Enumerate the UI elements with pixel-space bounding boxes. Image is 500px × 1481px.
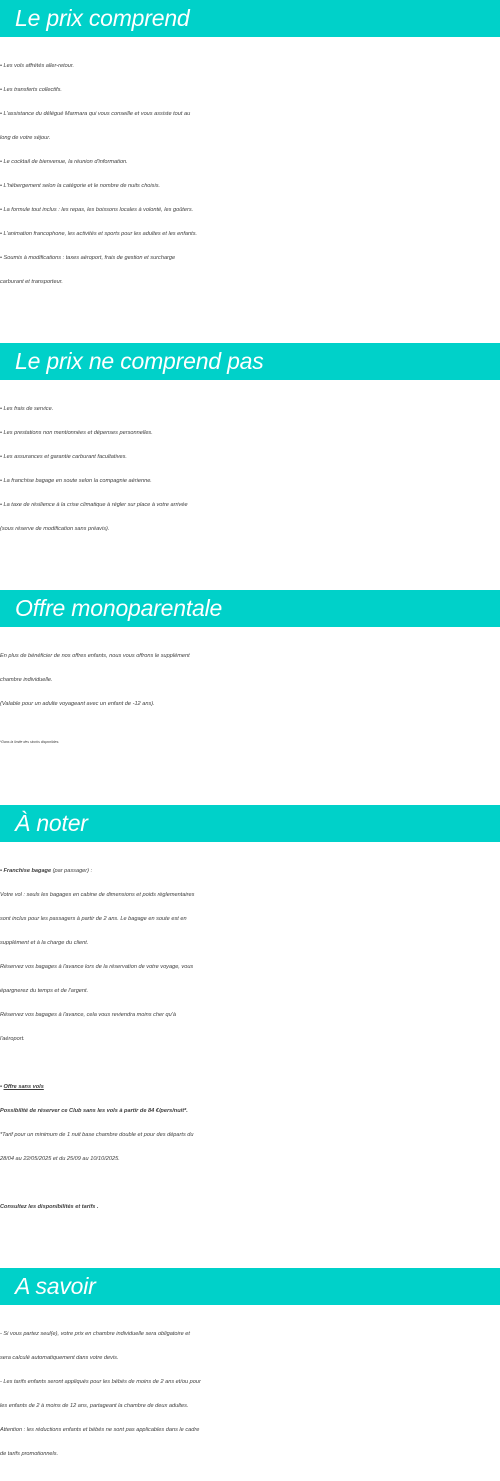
list-item: • La franchise bagage en soute selon la compagnie aérienne. <box>0 478 152 484</box>
section-prix-comprend <box>0 0 500 294</box>
section-prix-ne-comprend-pas <box>0 343 500 541</box>
list-item: carburant et transporteur. <box>0 279 63 285</box>
offre-heading <box>0 1075 500 1099</box>
spacer <box>0 1171 500 1195</box>
savoir-body <box>0 1305 500 1466</box>
included-list <box>0 37 500 294</box>
excluded-list <box>0 380 500 541</box>
paragraph-line: Votre vol : seuls les bagages en cabine de dimensions et poids règlementaires <box>0 892 195 898</box>
franchise-suffix: (par passager) : <box>51 868 93 874</box>
section-title: Le prix comprend <box>0 0 500 37</box>
paragraph-line: - Les tarifs enfants seront appliqués pour les bébés de moins de 2 ans et/ou pour <box>0 1379 201 1385</box>
paragraph-line: les enfants de 2 à moins de 12 ans, partageant la chambre de deux adultes. <box>0 1403 189 1409</box>
franchise-heading <box>0 859 500 883</box>
section-title: À noter <box>0 805 500 842</box>
section-offre-monoparentale <box>0 590 500 752</box>
section-title: Offre monoparentale <box>0 590 500 627</box>
paragraph-line: *Tarif pour un minimum de 1 nuit base chambre double et pour des départs du <box>0 1132 194 1138</box>
stock-note: *Dans la limite des stocks disponibles. <box>0 740 60 744</box>
list-item: • Les prestations non mentionnées et dépenses personnelles. <box>0 430 153 436</box>
paragraph-line: épargnerez du temps et de l'argent. <box>0 988 89 994</box>
paragraph-line: Réservez vos bagages à l'avance lors de la réservation de votre voyage, vous <box>0 964 194 970</box>
paragraph-line: sont inclus pour les passagers à partir de 2 ans. Le bagage en soute est en <box>0 916 187 922</box>
bullet: • <box>0 868 4 874</box>
paragraph-line: (Valable pour un adulte voyageant avec un enfant de -12 ans). <box>0 701 155 707</box>
paragraph-line: supplément et à la charge du client. <box>0 940 89 946</box>
list-item: • Le cocktail de bienvenue, la réunion d'information. <box>0 159 128 165</box>
list-item: • L'assistance du délégué Marmara qui vous conseille et vous assiste tout au <box>0 111 191 117</box>
bullet: • <box>0 1084 4 1090</box>
list-item: long de votre séjour. <box>0 135 51 141</box>
paragraph-line: Réservez vos bagages à l'avance, cela vous reviendra moins cher qu'à <box>0 1012 176 1018</box>
paragraph-line: sera calculé automatiquement dans votre devis. <box>0 1355 119 1361</box>
list-item: • Les assurances et garantie carburant facultatives. <box>0 454 127 460</box>
consultez-link[interactable]: Consultez les disponibilités et tarifs . <box>0 1204 99 1210</box>
section-title: Le prix ne comprend pas <box>0 343 500 380</box>
paragraph-line: En plus de bénéficier de nos offres enfants, nous vous offrons le supplément <box>0 653 190 659</box>
section-title: A savoir <box>0 1268 500 1305</box>
list-item: • L'hébergement selon la catégorie et le nombre de nuits choisis. <box>0 183 161 189</box>
paragraph-line: chambre individuelle. <box>0 677 53 683</box>
section-a-savoir <box>0 1268 500 1466</box>
list-item: • La taxe de résilience à la crise climatique à régler sur place à votre arrivée <box>0 502 188 508</box>
list-item: • Les vols affrétés aller-retour. <box>0 63 75 69</box>
spacer <box>0 1051 500 1075</box>
list-item: • Les frais de service. <box>0 406 54 412</box>
list-item: • L'animation francophone, les activités et sports pour les adultes et les enfants. <box>0 231 198 237</box>
list-item: • Soumis à modifications : taxes aéroport, frais de gestion et surcharge <box>0 255 176 261</box>
list-item: • Les transferts collectifs. <box>0 87 62 93</box>
paragraph-line: de tarifs promotionnels. <box>0 1451 59 1457</box>
franchise-label: Franchise bagage <box>3 868 52 874</box>
section-a-noter <box>0 805 500 1219</box>
paragraph-line: Attention : les réductions enfants et bébés ne sont pas applicables dans le cadre <box>0 1427 200 1433</box>
offer-text <box>0 627 500 752</box>
notes-body <box>0 842 500 1219</box>
paragraph-line: l'aéroport. <box>0 1036 25 1042</box>
paragraph-line: 28/04 au 22/05/2025 et du 25/09 au 10/10/2025. <box>0 1156 120 1162</box>
offre-sans-vols-label: Offre sans vols <box>3 1084 44 1090</box>
list-item: • La formule tout inclus : les repas, les boissons locales à volonté, les goûters. <box>0 207 194 213</box>
offre-price-line: Possibilité de réserver ce Club sans les vols à partir de 84 €/pers/nuit*. <box>0 1108 188 1114</box>
paragraph-line: - Si vous partez seul(e), votre prix en chambre individuelle sera obligatoire et <box>0 1331 190 1337</box>
list-item: (sous réserve de modification sans préavis). <box>0 526 110 532</box>
